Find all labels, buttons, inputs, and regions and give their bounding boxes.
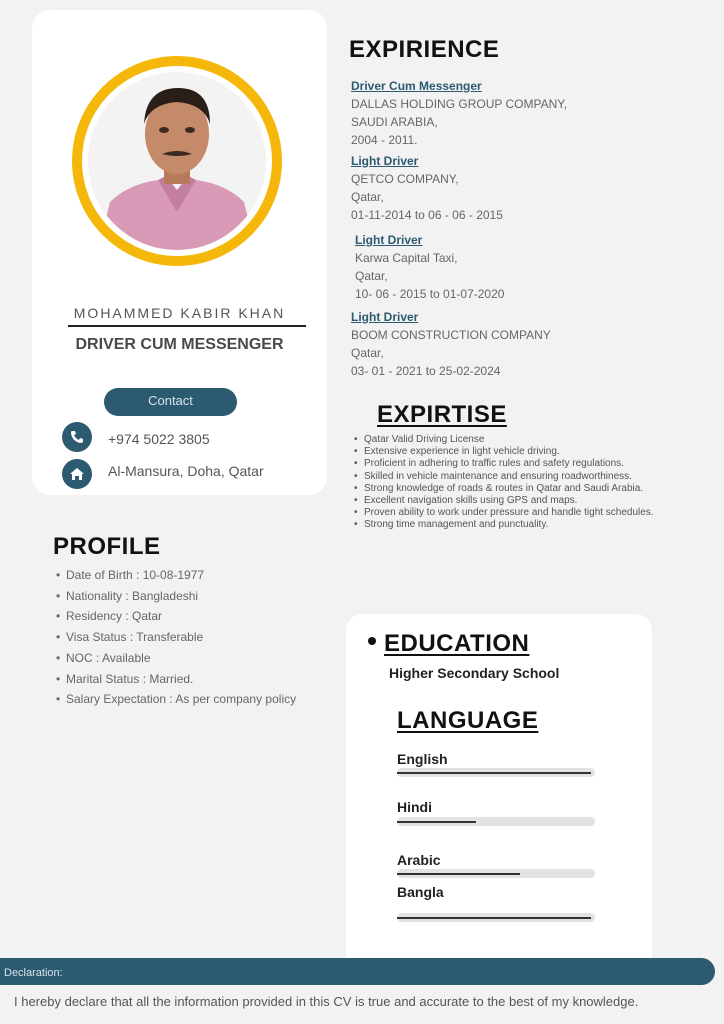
experience-period: 01-11-2014 to 06 - 06 - 2015 bbox=[351, 208, 503, 222]
experience-period: 03- 01 - 2021 to 25-02-2024 bbox=[351, 364, 501, 378]
language-level-fill bbox=[397, 873, 520, 875]
address: Al-Mansura, Doha, Qatar bbox=[108, 463, 264, 479]
language-level-fill bbox=[397, 917, 591, 919]
home-icon bbox=[62, 459, 92, 489]
profile-heading: PROFILE bbox=[53, 533, 161, 560]
expertise-item: • Skilled in vehicle maintenance and ensuring roadworthiness. bbox=[358, 471, 663, 483]
expertise-heading: EXPIRTISE bbox=[377, 401, 507, 428]
language-level-fill bbox=[397, 821, 476, 823]
experience-item bbox=[351, 152, 503, 224]
expertise-item: • Extensive experience in light vehicle driving. bbox=[358, 446, 663, 458]
declaration-text: I hereby declare that all the information provided in this CV is true and accurate to the best of my knowledge. bbox=[14, 994, 639, 1009]
profile-item: • Salary Expectation : As per company policy bbox=[60, 689, 335, 710]
experience-role: Driver Cum Messenger bbox=[351, 79, 482, 93]
expertise-list bbox=[350, 434, 663, 532]
experience-role: Light Driver bbox=[355, 233, 423, 247]
language-level-bar bbox=[397, 869, 595, 878]
expertise-item: • Proficient in adhering to traffic rules and safety regulations. bbox=[358, 458, 663, 470]
experience-company: Karwa Capital Taxi, bbox=[355, 251, 458, 265]
language-level-bar bbox=[397, 817, 595, 826]
profile-item: • Residency : Qatar bbox=[60, 606, 335, 627]
name-divider bbox=[68, 325, 306, 327]
profile-item: • Date of Birth : 10-08-1977 bbox=[60, 565, 335, 586]
expertise-item: • Strong knowledge of roads & routes in Qatar and Saudi Arabia. bbox=[358, 483, 663, 495]
experience-company: DALLAS HOLDING GROUP COMPANY, bbox=[351, 97, 568, 111]
language-level-fill bbox=[397, 772, 591, 774]
profile-item: • Marital Status : Married. bbox=[60, 669, 335, 690]
profile-list bbox=[52, 565, 335, 710]
experience-item bbox=[351, 77, 567, 149]
experience-location: Qatar, bbox=[355, 269, 388, 283]
education-school: Higher Secondary School bbox=[389, 665, 560, 681]
language-name: Bangla bbox=[397, 884, 444, 900]
experience-company: QETCO COMPANY, bbox=[351, 172, 459, 186]
experience-heading: EXPIRIENCE bbox=[349, 36, 500, 63]
education-bullet bbox=[368, 637, 376, 645]
experience-location: Qatar, bbox=[351, 346, 384, 360]
experience-company: BOOM CONSTRUCTION COMPANY bbox=[351, 328, 551, 342]
expertise-item: • Excellent navigation skills using GPS and maps. bbox=[358, 495, 663, 507]
experience-item bbox=[351, 308, 551, 380]
declaration-bar bbox=[0, 958, 715, 985]
experience-location: Qatar, bbox=[351, 190, 384, 204]
contact-button[interactable]: Contact bbox=[104, 388, 237, 416]
language-name: Hindi bbox=[397, 799, 432, 815]
phone-number: +974 5022 3805 bbox=[108, 431, 210, 447]
profile-photo bbox=[72, 56, 282, 266]
language-level-bar bbox=[397, 913, 595, 922]
language-name: Arabic bbox=[397, 852, 441, 868]
expertise-item: • Strong time management and punctuality. bbox=[358, 519, 663, 531]
profile-item: • Nationality : Bangladeshi bbox=[60, 586, 335, 607]
experience-item bbox=[355, 231, 504, 303]
experience-role: Light Driver bbox=[351, 310, 419, 324]
education-heading: EDUCATION bbox=[384, 630, 530, 657]
experience-period: 10- 06 - 2015 to 01-07-2020 bbox=[355, 287, 505, 301]
profile-item: • NOC : Available bbox=[60, 648, 335, 669]
candidate-title: DRIVER CUM MESSENGER bbox=[75, 336, 284, 353]
avatar bbox=[88, 72, 266, 250]
language-name: English bbox=[397, 751, 448, 767]
phone-icon bbox=[62, 422, 92, 452]
language-level-bar bbox=[397, 768, 595, 777]
candidate-name: MOHAMMED KABIR KHAN bbox=[73, 305, 286, 321]
experience-period: 2004 - 2011. bbox=[351, 133, 418, 147]
declaration-label: Declaration: bbox=[4, 967, 63, 979]
profile-item: • Visa Status : Transferable bbox=[60, 627, 335, 648]
expertise-item: • Proven ability to work under pressure and handle tight schedules. bbox=[358, 507, 663, 519]
experience-role: Light Driver bbox=[351, 154, 419, 168]
experience-location: SAUDI ARABIA, bbox=[351, 115, 438, 129]
language-heading: LANGUAGE bbox=[397, 707, 539, 734]
expertise-item: • Qatar Valid Driving License bbox=[358, 434, 663, 446]
